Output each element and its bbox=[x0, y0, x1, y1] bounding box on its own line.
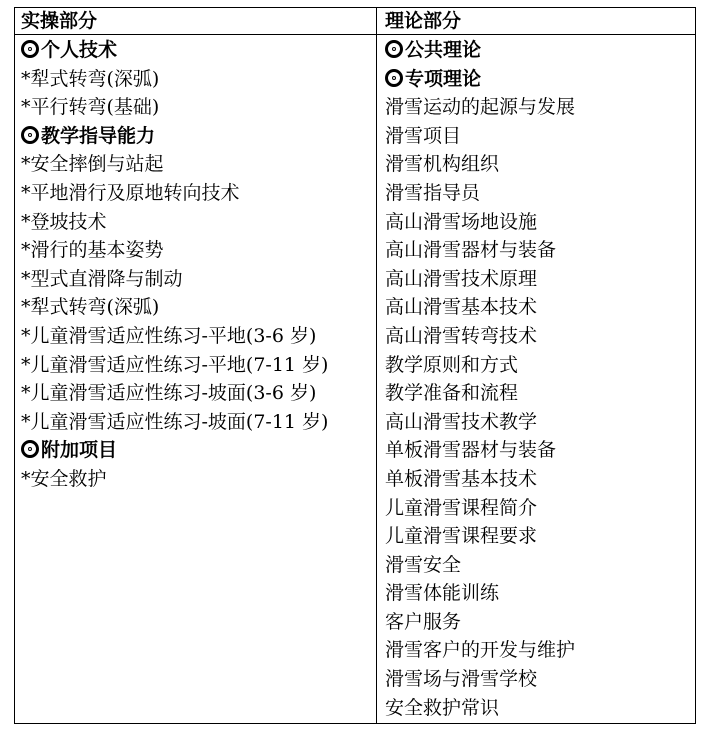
theory-item-text: 滑雪指导员 bbox=[385, 181, 481, 204]
theory-item-text: 高山滑雪场地设施 bbox=[385, 210, 538, 233]
practical-list-item bbox=[21, 351, 373, 380]
theory-section-heading bbox=[385, 65, 693, 94]
theory-list-item bbox=[385, 265, 693, 294]
practical-section-heading bbox=[21, 122, 373, 151]
theory-item-text: 滑雪安全 bbox=[385, 553, 462, 576]
practical-header: 实操部分 bbox=[21, 10, 98, 32]
theory-item-text: 儿童滑雪课程要求 bbox=[385, 525, 538, 548]
practical-item-text: 教学指导能力 bbox=[41, 124, 156, 147]
theory-item-text: 滑雪客户的开发与维护 bbox=[385, 639, 576, 662]
practical-list-item bbox=[21, 465, 373, 494]
practical-section-heading bbox=[21, 36, 373, 65]
theory-item-text: 教学原则和方式 bbox=[385, 353, 519, 376]
theory-item-text: 单板滑雪器材与装备 bbox=[385, 439, 557, 462]
practical-item-text: *儿童滑雪适应性练习-平地(7-11 岁) bbox=[21, 353, 329, 376]
double-circle-bullet-icon bbox=[385, 69, 403, 87]
theory-list-item bbox=[385, 465, 693, 494]
practical-list-item bbox=[21, 93, 373, 122]
column-divider bbox=[376, 8, 377, 723]
theory-item-text: 高山滑雪技术原理 bbox=[385, 267, 538, 290]
practical-list-item bbox=[21, 408, 373, 437]
theory-list-item bbox=[385, 579, 693, 608]
practical-item-text: *登坡技术 bbox=[21, 210, 107, 233]
practical-list-item bbox=[21, 65, 373, 94]
practical-item-text: 个人技术 bbox=[41, 39, 118, 61]
theory-column bbox=[385, 36, 693, 722]
double-circle-bullet-icon bbox=[21, 40, 39, 58]
theory-item-text: 滑雪机构组织 bbox=[385, 153, 500, 176]
table-header-row bbox=[15, 8, 695, 35]
theory-item-text: 高山滑雪器材与装备 bbox=[385, 239, 557, 262]
theory-header: 理论部分 bbox=[385, 10, 462, 32]
practical-item-text: *犁式转弯(深弧) bbox=[21, 296, 160, 319]
practical-item-text: *儿童滑雪适应性练习-坡面(3-6 岁) bbox=[21, 382, 317, 405]
theory-item-text: 滑雪场与滑雪学校 bbox=[385, 668, 538, 691]
theory-item-text: 公共理论 bbox=[405, 39, 482, 61]
theory-item-text: 专项理论 bbox=[405, 67, 482, 90]
theory-list-item bbox=[385, 179, 693, 208]
theory-list-item bbox=[385, 636, 693, 665]
practical-list-item bbox=[21, 236, 373, 265]
theory-list-item bbox=[385, 322, 693, 351]
theory-item-text: 高山滑雪基本技术 bbox=[385, 296, 538, 319]
practical-item-text: *儿童滑雪适应性练习-坡面(7-11 岁) bbox=[21, 410, 329, 433]
practical-item-text: *型式直滑降与制动 bbox=[21, 267, 183, 290]
theory-list-item bbox=[385, 236, 693, 265]
practical-section-heading bbox=[21, 436, 373, 465]
theory-list-item bbox=[385, 665, 693, 694]
practical-list-item bbox=[21, 179, 373, 208]
practical-list-item bbox=[21, 150, 373, 179]
practical-item-text: *儿童滑雪适应性练习-平地(3-6 岁) bbox=[21, 324, 317, 347]
double-circle-bullet-icon bbox=[21, 126, 39, 144]
practical-item-text: *安全摔倒与站起 bbox=[21, 153, 164, 176]
practical-item-text: *安全救护 bbox=[21, 467, 107, 490]
theory-item-text: 滑雪运动的起源与发展 bbox=[385, 96, 576, 119]
theory-list-item bbox=[385, 551, 693, 580]
theory-list-item bbox=[385, 379, 693, 408]
theory-item-text: 客户服务 bbox=[385, 610, 462, 633]
practical-item-text: *犁式转弯(深弧) bbox=[21, 67, 160, 90]
theory-list-item bbox=[385, 150, 693, 179]
practical-list-item bbox=[21, 379, 373, 408]
practical-item-text: *平地滑行及原地转向技术 bbox=[21, 181, 240, 204]
theory-list-item bbox=[385, 351, 693, 380]
theory-list-item bbox=[385, 208, 693, 237]
theory-item-text: 高山滑雪转弯技术 bbox=[385, 324, 538, 347]
double-circle-bullet-icon bbox=[21, 440, 39, 458]
theory-list-item bbox=[385, 694, 693, 723]
theory-list-item bbox=[385, 608, 693, 637]
theory-item-text: 儿童滑雪课程简介 bbox=[385, 496, 538, 519]
practical-item-text: 附加项目 bbox=[41, 439, 118, 462]
theory-section-heading bbox=[385, 36, 693, 65]
theory-list-item bbox=[385, 522, 693, 551]
theory-item-text: 安全救护常识 bbox=[385, 696, 500, 719]
double-circle-bullet-icon bbox=[385, 40, 403, 58]
theory-item-text: 高山滑雪技术教学 bbox=[385, 410, 538, 433]
theory-list-item bbox=[385, 494, 693, 523]
theory-item-text: 滑雪项目 bbox=[385, 124, 462, 147]
practical-column bbox=[21, 36, 373, 494]
theory-list-item bbox=[385, 122, 693, 151]
theory-list-item bbox=[385, 436, 693, 465]
theory-list-item bbox=[385, 293, 693, 322]
curriculum-table bbox=[14, 7, 696, 724]
theory-item-text: 单板滑雪基本技术 bbox=[385, 467, 538, 490]
theory-item-text: 教学准备和流程 bbox=[385, 382, 519, 405]
theory-list-item bbox=[385, 93, 693, 122]
theory-list-item bbox=[385, 408, 693, 437]
theory-item-text: 滑雪体能训练 bbox=[385, 582, 500, 605]
practical-item-text: *滑行的基本姿势 bbox=[21, 239, 164, 262]
practical-list-item bbox=[21, 208, 373, 237]
practical-list-item bbox=[21, 293, 373, 322]
practical-list-item bbox=[21, 265, 373, 294]
practical-list-item bbox=[21, 322, 373, 351]
practical-item-text: *平行转弯(基础) bbox=[21, 96, 160, 119]
